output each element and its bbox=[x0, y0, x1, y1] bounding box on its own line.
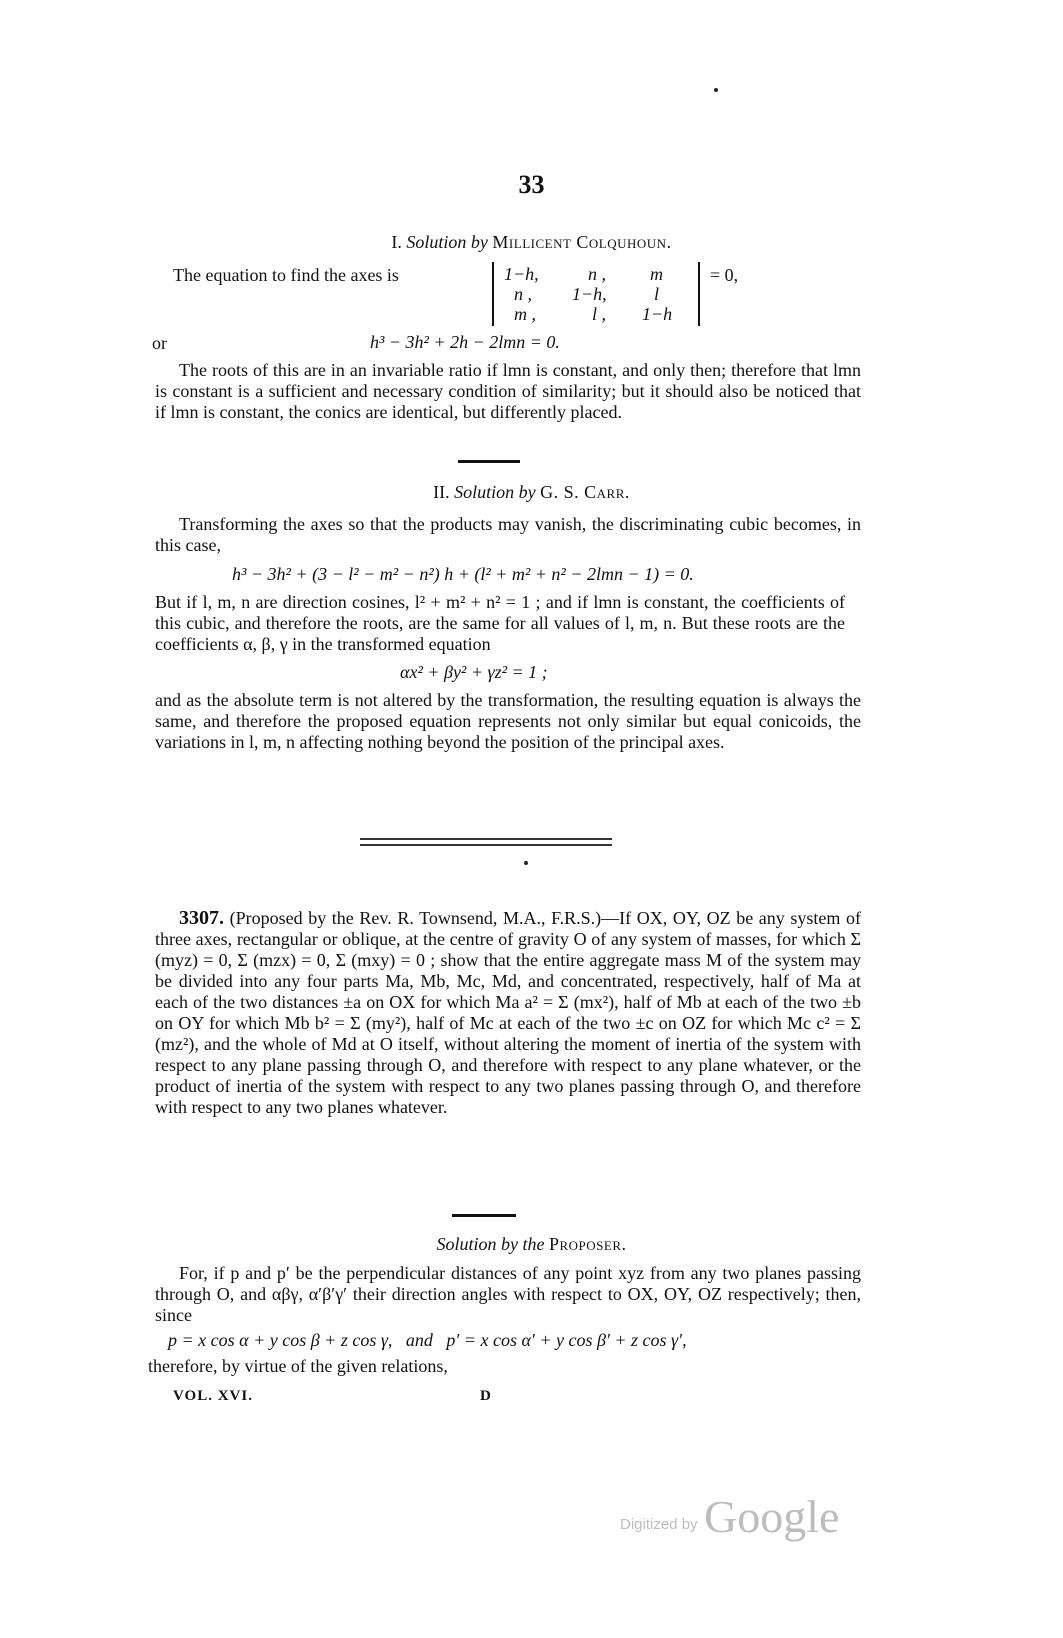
det-cell: 1−h, bbox=[504, 264, 539, 284]
google-logo: Google bbox=[704, 1491, 840, 1542]
determinant-left-bar bbox=[492, 262, 494, 326]
solution-3-paragraph-2: therefore, by virtue of the given relations, bbox=[148, 1356, 448, 1376]
solution-2-paragraph-3: and as the absolute term is not altered by the transformation, the resulting equation is always the same, and therefore the proposed equation represents not only similar but equal conicoids, the variations in l, m, n affecting nothing beyond the position of the principal axes. bbox=[155, 690, 861, 752]
ink-speck bbox=[714, 88, 718, 92]
determinant bbox=[492, 262, 702, 328]
solution-1-prefix: I. bbox=[391, 232, 407, 252]
solution-2-paragraph-1: Transforming the axes so that the products may vanish, the discriminating cubic becomes, in this case, bbox=[155, 514, 861, 555]
transformed-equation: αx² + βy² + γz² = 1 ; bbox=[400, 662, 548, 682]
solution-1-label: Solution by bbox=[406, 232, 488, 252]
solution-2-prefix: II. bbox=[433, 482, 455, 502]
solution-1-heading bbox=[0, 232, 1063, 253]
solution-3-author: Proposer. bbox=[548, 1234, 627, 1254]
solution-2-label: Solution by bbox=[454, 482, 536, 502]
solution-1-intro: The equation to find the axes is bbox=[173, 265, 399, 285]
det-cell: m bbox=[650, 264, 663, 284]
discriminating-cubic: h³ − 3h² + (3 − l² − m² − n²) h + (l² + m² + n² − 2lmn − 1) = 0. bbox=[232, 564, 694, 584]
cubic-equation: h³ − 3h² + 2h − 2lmn = 0. bbox=[370, 332, 560, 352]
section-rule bbox=[458, 460, 520, 463]
solution-2-heading bbox=[0, 482, 1063, 503]
double-rule-bottom bbox=[360, 844, 612, 846]
digitized-by-label: Digitized by bbox=[620, 1516, 698, 1533]
or-label: or bbox=[152, 333, 167, 353]
det-cell: 1−h bbox=[642, 304, 673, 324]
solution-3-label: Solution by the bbox=[436, 1234, 545, 1254]
solution-1-author: Millicent Colquhoun. bbox=[492, 232, 672, 252]
det-cell: n , bbox=[514, 284, 532, 304]
distance-equations: p = x cos α + y cos β + z cos γ, and p′ = x cos α′ + y cos β′ + z cos γ′, bbox=[168, 1330, 687, 1350]
solution-2-author: G. S. Carr. bbox=[540, 482, 630, 502]
question-3307: 3307. (Proposed by the Rev. R. Townsend, M.A., F.R.S.)—If OX, OY, OZ be any system of three axes, rectangular or oblique, at the centre of gravity O of any system of masses, for which Σ (myz) = 0, Σ (mzx) = 0, Σ (mxy) = 0 ; show that the entire aggregate mass M of the system may be divided into any four parts Ma, Mb, Mc, Md, and concentrated, respectively, half of Ma at each of the two distances ±a on OX for which Ma a² = Σ (mx²), half of Mb at each of the two ±b on OY for which Mb b² = Σ (my²), half of Mc at each of the two ±c on OZ for which Mc c² = Σ (mz²), and the whole of Md at O itself, without altering the moment of inertia of the system with respect to any plane passing through O, and therefore with respect to any plane whatever, or the product of inertia of the system with respect to any two planes passing through O, and therefore with respect to any two planes whatever. bbox=[155, 907, 862, 1117]
volume-signature: VOL. XVI. bbox=[173, 1388, 253, 1404]
double-rule-top bbox=[360, 838, 612, 840]
determinant-right-bar bbox=[698, 262, 700, 326]
solution-3-paragraph-1: For, if p and p′ be the perpendicular distances of any point xyz from any two planes passing through O, and αβγ, α′β′γ′ their direction angles with respect to OX, OY, OZ respectively; then, since bbox=[155, 1263, 861, 1325]
question-number: 3307. bbox=[179, 907, 224, 929]
solution-1-paragraph: The roots of this are in an invariable ratio if lmn is constant, and only then; therefore that lmn is constant is a sufficient and necessary condition of similarity; but it should also be noticed that if lmn is constant, the conics are identical, but differently placed. bbox=[155, 360, 861, 422]
det-cell: m , bbox=[514, 304, 536, 324]
page-number: 33 bbox=[518, 170, 545, 199]
gathering-signature: D bbox=[480, 1388, 492, 1404]
determinant-rhs: = 0, bbox=[710, 265, 739, 285]
det-cell: l , bbox=[592, 304, 607, 324]
ink-speck bbox=[524, 861, 528, 865]
solution-3-heading bbox=[0, 1234, 1063, 1255]
solution-2-paragraph-2: But if l, m, n are direction cosines, l² + m² + n² = 1 ; and if lmn is constant, the coefficients of this cubic, and therefore the roots, are the same for all values of l, m, n. But these roots are the coefficients α, β, γ in the transformed equation bbox=[155, 592, 845, 654]
det-cell: n , bbox=[588, 264, 606, 284]
section-rule bbox=[452, 1214, 516, 1217]
det-cell: 1−h, bbox=[572, 284, 607, 304]
det-cell: l bbox=[654, 284, 660, 304]
